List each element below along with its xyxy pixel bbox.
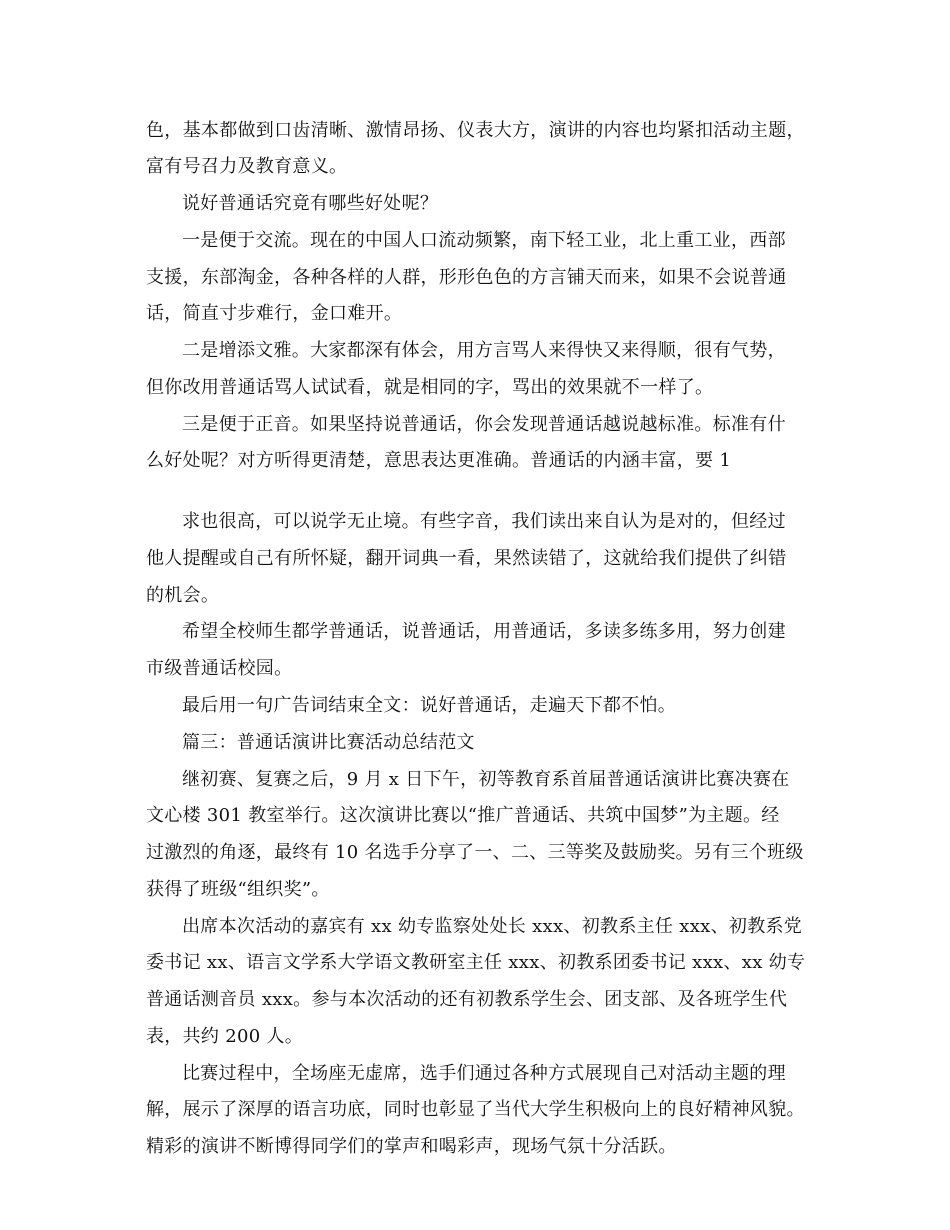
text-line: 比赛过程中，全场座无虚席，选手们通过各种方式展现自己对活动主题的理 <box>182 1063 786 1084</box>
text-line: 求也很高，可以说学无止境。有些字音，我们读出来自认为是对的，但经过 <box>182 511 786 532</box>
text-line: 三是便于正音。如果坚持说普通话，你会发现普通话越说越标准。标准有什 <box>182 414 786 435</box>
text-line: 获得了班级“组织奖”。 <box>146 879 330 900</box>
text-line: 过激烈的角逐，最终有 10 名选手分享了一、二、三等奖及鼓励奖。另有三个班级 <box>146 842 804 863</box>
text-line: 出席本次活动的嘉宾有 xx 幼专监察处处长 xxx、初教系主任 xxx、初教系党 <box>182 916 803 937</box>
text-line: 市级普通话校园。 <box>146 658 293 679</box>
text-line: 希望全校师生都学普通话，说普通话，用普通话，多读多练多用，努力创建 <box>182 621 786 642</box>
text-line: 但你改用普通话骂人试试看，就是相同的字，骂出的效果就不一样了。 <box>146 377 714 398</box>
text-line: 的机会。 <box>146 585 220 606</box>
text-line: 么好处呢？对方听得更清楚，意思表达更准确。普通话的内涵丰富，要 1 <box>146 450 732 471</box>
text-line: 他人提醒或自己有所怀疑，翻开词典一看，果然读错了，这就给我们提供了纠错 <box>146 548 787 569</box>
text-line: 普通话测音员 xxx。参与本次活动的还有初教系学生会、团支部、及各班学生代 <box>146 989 788 1010</box>
text-line: 解，展示了深厚的语言功底，同时也彰显了当代大学生积极向上的良好精神风貌。 <box>146 1099 805 1120</box>
text-line: 富有号召力及教育意义。 <box>146 156 348 177</box>
text-line: 表，共约 200 人。 <box>146 1026 304 1047</box>
text-line: 二是增添文雅。大家都深有体会，用方言骂人来得快又来得顺，很有气势， <box>182 340 786 361</box>
text-line: 委书记 xx、语言文学系大学语文教研室主任 xxx、初教系团委书记 xxx、xx 幼专 <box>146 952 806 973</box>
text-line: 继初赛、复赛之后，9 月 x 日下午，初等教育系首届普通话演讲比赛决赛在 <box>182 769 790 790</box>
text-line: 支援，东部淘金，各种各样的人群，形形色色的方言铺天而来，如果不会说普通 <box>146 267 787 288</box>
text-line: 话，简直寸步难行，金口难开。 <box>146 303 403 324</box>
section-heading: 篇三：普通话演讲比赛活动总结范文 <box>182 732 475 753</box>
text-line: 文心楼 301 教室举行。这次演讲比赛以“推广普通话、共筑中国梦”为主题。经 <box>146 805 780 826</box>
text-line: 最后用一句广告词结束全文：说好普通话，走遍天下都不怕。 <box>182 695 677 716</box>
text-line: 说好普通话究竟有哪些好处呢？ <box>182 193 439 214</box>
text-line: 精彩的演讲不断博得同学们的掌声和喝彩声，现场气氛十分活跃。 <box>146 1136 677 1157</box>
text-line: 色，基本都做到口齿清晰、激情昂扬、仪表大方，演讲的内容也均紧扣活动主题， <box>146 120 805 141</box>
text-line: 一是便于交流。现在的中国人口流动频繁，南下轻工业，北上重工业，西部 <box>182 230 786 251</box>
